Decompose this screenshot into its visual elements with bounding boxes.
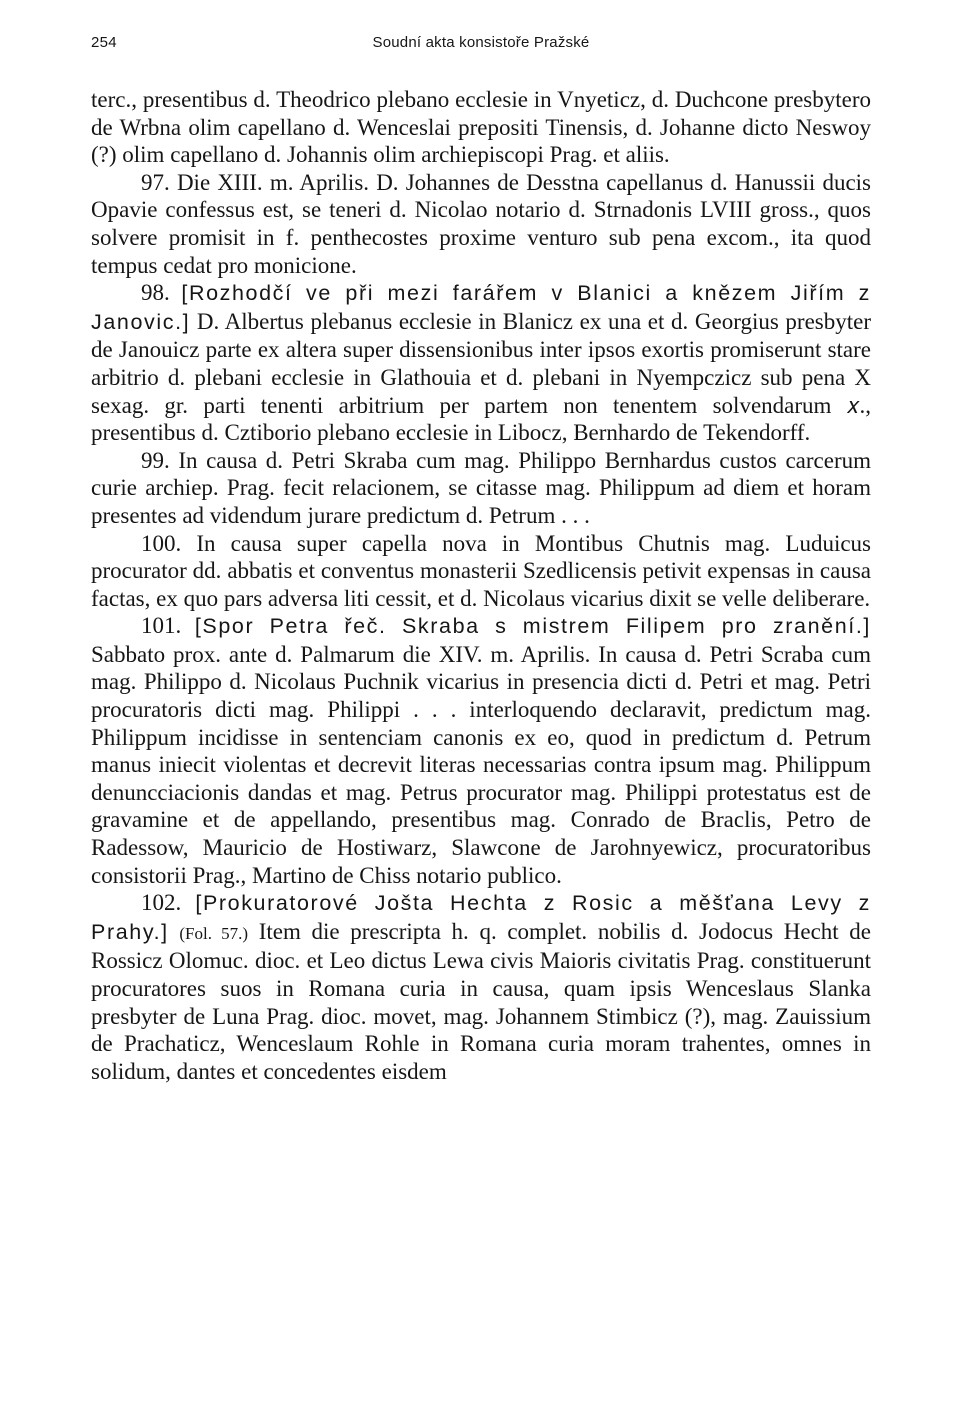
entry-98 bbox=[91, 279, 871, 447]
entry-text: In causa d. Petri Skraba cum mag. Philippo Bernhardus custos carcerum curie archiep. Prag. fecit relacionem, se citasse mag. Philippum ad diem et horam presentes ad videndum jurare predictum d. Petrum . . . bbox=[91, 447, 871, 528]
entry-text: In causa super capella nova in Montibus Chutnis mag. Luduicus procurator dd. abbatis et conventus monasterii Szedlicensis petivit expensas in causa factas, ex quo pars adversa liti cessit, et d. Nicolaus vicarius dixit se velle deliberare. bbox=[91, 530, 872, 611]
folio-reference: (Fol. 57.) bbox=[179, 923, 249, 943]
entry-text: Item die prescripta h. q. complet. nobilis d. Jodocus Hecht de Rossicz Olomuc. dioc. et Leo dictus Lewa civis Maioris civitatis Prag. constituerunt procuratores suos in Romana curia in causa, quam ipsis Wenceslaus Slanka presbyter de Luna Prag. dioc. movet, mag. Johannem Stimbicz (?), mag. Zauissium de Prachaticz, Wenceslaum Rohle in Romana curia moram trahentes, omnes in solidum, dantes et concedentes eisdem bbox=[91, 918, 872, 1084]
entry-number: 98. bbox=[141, 280, 170, 306]
paragraph-continuation bbox=[91, 86, 871, 169]
entry-heading: [Rozhodčí ve při mezi farářem v Blanici a knězem Jiřím z Janovic.] bbox=[91, 281, 872, 334]
entry-100 bbox=[91, 530, 871, 613]
document-page bbox=[91, 0, 871, 1419]
page-number: 254 bbox=[91, 34, 117, 51]
entry-text: Sabbato prox. ante d. Palmarum die XIV. m. Aprilis. In causa d. Petri Scraba cum mag. Philippo d. Nicolaus Puchnik vicarius in presencia dicti d. Petri et mag. Petri procuratoris dicti mag. Philippi . . . interloquendo declaravit, predictum mag. Philippum incidisse in sentenciam canonis ex eo, quod in predictum d. Petrum manus iniecit violentas et decrevit literas necessarias contra ipsum mag. Philippum denuncciacionis dandas et mag. Petrus procurator mag. Philippi protestatus est de gravamine et de appellando, presentibus mag. Conrado de Braclis, Petro de Radessow, Mauricio de Hostiwarz, Slawcone de Jarohnyewicz, procuratoribus consistorii Prag., Martino de Chiss notario publico. bbox=[91, 641, 871, 888]
page-header bbox=[91, 30, 871, 56]
entry-101 bbox=[91, 612, 871, 889]
entry-text: Die XIII. m. Aprilis. D. Johannes de Desstna capellanus d. Hanussii ducis Opavie confessus est, se teneri d. Nicolao notario d. Strnadonis LVIII gross., quos solvere promisit in f. penthecostes proxime venturo sub pena excom., ita quod tempus cedat pro monicione. bbox=[91, 169, 871, 278]
entry-number: 101. bbox=[141, 613, 182, 639]
running-title: Soudní akta konsistoře Pražské bbox=[372, 34, 590, 51]
entry-102 bbox=[91, 889, 871, 1085]
entry-number: 99. bbox=[141, 447, 170, 473]
entry-heading: [Prokuratorové Jošta Hechta z Rosic a měšťana Levy z Prahy.] bbox=[91, 891, 871, 944]
entry-99 bbox=[91, 447, 871, 530]
entry-number: 100. bbox=[141, 530, 182, 556]
entry-number: 102. bbox=[141, 890, 182, 916]
entry-text: D. Albertus plebanus ecclesie in Blanicz ex una et d. Georgius presbyter de Janouicz parte ex altera super dissensionibus inter ipsos exortis promiserunt stare arbitrio d. plebani ecclesie in Glathouia et d. plebani in Nyempczicz sub pena X sexag. gr. parti tenenti arbitrium per partem non tenentem solvendarum 𝑥., presentibus d. Cztiborio plebano ecclesie in Libocz, Bernhardo de Tekendorff. bbox=[91, 308, 872, 446]
paragraph-text: terc., presentibus d. Theodrico plebano ecclesie in Vnyeticz, d. Duchcone presbytero de Wrbna olim capellano d. Wenceslai prepositi Tinensis, d. Johanne dicto Neswoy (?) olim capellano d. Johannis olim archiepiscopi Prag. et aliis. bbox=[91, 87, 871, 168]
entry-number: 97. bbox=[141, 169, 170, 195]
entry-97 bbox=[91, 169, 871, 279]
document-body bbox=[91, 86, 871, 1085]
entry-heading: [Spor Petra řeč. Skraba s mistrem Filipem pro zranění.] bbox=[194, 614, 872, 639]
